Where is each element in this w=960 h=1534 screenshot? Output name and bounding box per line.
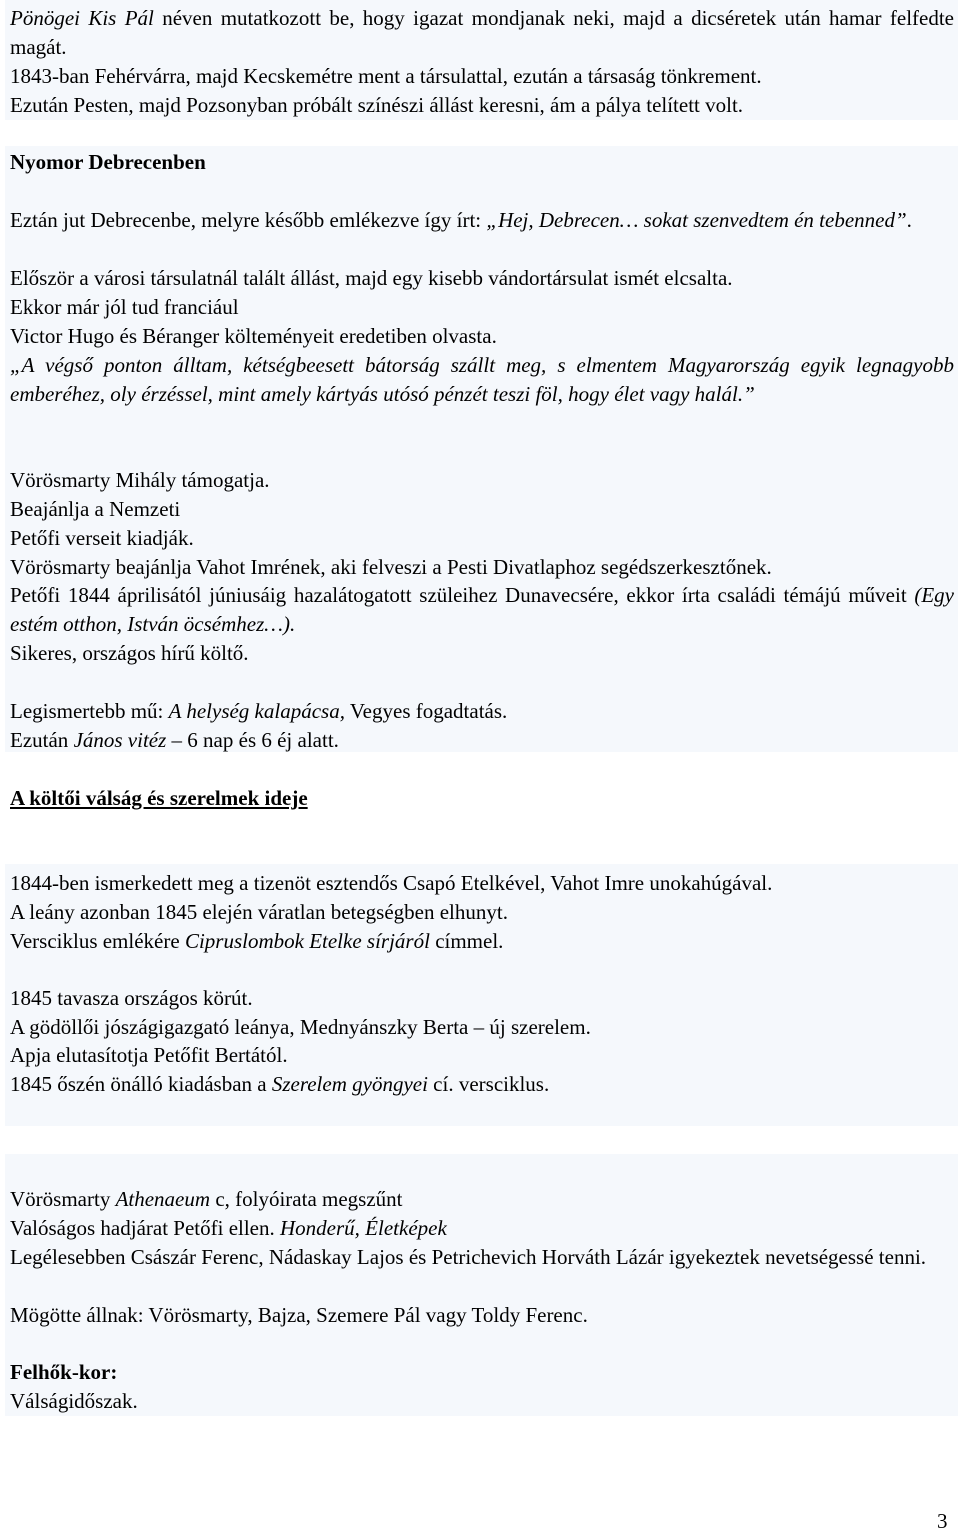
paragraph: Pönögei Kis Pál néven mutatkozott be, hogy igazat mondjanak neki, majd a dicséretek után hamar felfedte magát. [10,6,954,59]
paragraph: Legismertebb mű: A helység kalapácsa, Vegyes fogadtatás. [10,699,508,723]
paragraph: Válságidőszak. [10,1389,138,1413]
page-number: 3 [937,1509,948,1533]
paragraph: 1844-ben ismerkedett meg a tizenöt esztendős Csapó Etelkével, Vahot Imre unokahúgával. [10,871,773,895]
paragraph: Beajánlja a Nemzeti [10,497,181,521]
paragraph: Mögötte állnak: Vörösmarty, Bajza, Szemere Pál vagy Toldy Ferenc. [10,1303,588,1327]
paragraph: Először a városi társulatnál talált állást, majd egy kisebb vándortársulat ismét elcsalta. [10,266,733,290]
paragraph: Versciklus emlékére Cipruslombok Etelke sírjáról címmel. [10,929,504,953]
paragraph: Vörösmarty Athenaeum c, folyóirata megszűnt [10,1187,403,1211]
paragraph: Valóságos hadjárat Petőfi ellen. Honderű, Életképek [10,1216,447,1240]
section-heading: Nyomor Debrecenben [10,150,206,174]
paragraph: Ekkor már jól tud franciául [10,295,239,319]
section-heading: A költői válság és szerelmek ideje [10,786,308,810]
paragraph: Petőfi 1844 áprilisától júniusáig hazalátogatott szüleihez Dunavecsére, ekkor írta családi témájú műveit (Egy estém otthon, István öcsémhez…). [10,583,954,636]
paragraph: Ezután János vitéz – 6 nap és 6 éj alatt. [10,728,339,752]
paragraph: 1845 őszén önálló kiadásban a Szerelem gyöngyei cí. versciklus. [10,1072,550,1096]
paragraph: Apja elutasítotja Petőfit Bertától. [10,1043,288,1067]
section-heading: Felhők-kor: [10,1360,118,1384]
paragraph: Eztán jut Debrecenbe, melyre később emlékezve így írt: „Hej, Debrecen… sokat szenvedtem én tebenned”. [10,208,912,232]
paragraph: Victor Hugo és Béranger költeményeit eredetiben olvasta. [10,324,497,348]
paragraph: Legélesebben Császár Ferenc, Nádaskay Lajos és Petrichevich Horváth Lázár igyekeztek nevetségessé tenni. [10,1245,927,1269]
paragraph: 1845 tavasza országos körút. [10,986,253,1010]
paragraph: Petőfi verseit kiadják. [10,526,194,550]
quote: „A végső ponton álltam, kétségbeesett bátorság szállt meg, s elmentem Magyarország egyik legnagyobb emberéhez, oly érzéssel, mint amely kártyás utósó pénzét teszi föl, hogy élet vagy halál.” [10,353,954,406]
paragraph: 1843-ban Fehérvárra, majd Kecskemétre ment a társulattal, ezután a társaság tönkrement. [10,64,762,88]
paragraph: Ezután Pesten, majd Pozsonyban próbált színészi állást keresni, ám a pálya telített volt. [10,93,744,117]
paragraph: Vörösmarty Mihály támogatja. [10,468,270,492]
paragraph: A leány azonban 1845 elején váratlan betegségben elhunyt. [10,900,508,924]
paragraph: A gödöllői jószágigazgató leánya, Mednyánszky Berta – új szerelem. [10,1015,591,1039]
paragraph: Sikeres, országos hírű költő. [10,641,249,665]
paragraph: Vörösmarty beajánlja Vahot Imrének, aki felveszi a Pesti Divatlaphoz segédszerkesztőnek. [10,555,772,579]
